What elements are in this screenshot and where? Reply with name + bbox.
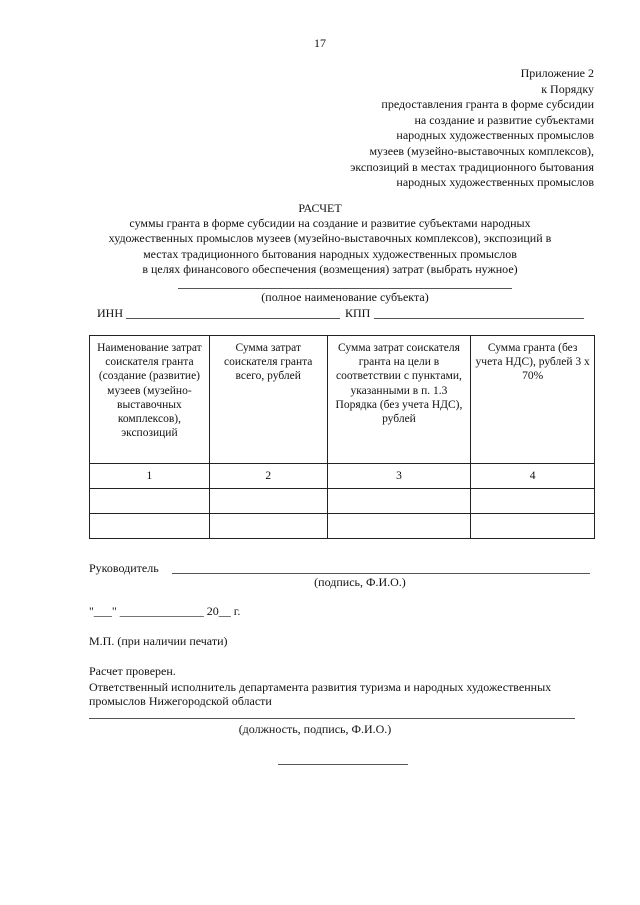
subtitle-line: художественных промыслов музеев (музейно-выставочных комплексов), экспозиций в [108, 231, 552, 246]
table-header-cell: Сумма затрат соискателя гранта всего, рублей [209, 336, 327, 464]
inn-field[interactable] [126, 318, 340, 319]
appendix-line: музеев (музейно-выставочных комплексов), [369, 143, 594, 158]
subtitle-line: в целях финансового обеспечения (возмещения) затрат (выбрать нужное) [142, 262, 518, 277]
document-title: РАСЧЕТ [298, 201, 342, 215]
inn-label: ИНН [97, 306, 123, 320]
table-cell[interactable] [209, 489, 327, 514]
table-row [90, 489, 595, 514]
table-number-cell: 2 [209, 464, 327, 489]
signature-caption: (подпись, Ф.И.О.) [314, 575, 406, 589]
table-number-cell: 4 [471, 464, 595, 489]
table-number-row [90, 464, 595, 489]
document-subtitle [60, 216, 600, 278]
table-cell[interactable] [327, 489, 471, 514]
calculation-table [89, 335, 595, 539]
kpp-label: КПП [345, 306, 371, 320]
appendix-line: к Порядку [541, 81, 594, 96]
appendix-block [350, 66, 594, 191]
subject-caption: (полное наименование субъекта) [261, 290, 429, 304]
table-cell[interactable] [90, 489, 210, 514]
table-header-cell: Сумма гранта (без учета НДС), рублей 3 х 70% [471, 336, 595, 464]
table-number-cell: 3 [327, 464, 471, 489]
table-header-cell: Сумма затрат соискателя гранта на цели в соответствии с пунктами, указанными в п. 1.3 Порядка (без учета НДС), рублей [327, 336, 471, 464]
position-signature-line[interactable] [89, 718, 575, 719]
table-cell[interactable] [471, 489, 595, 514]
checked-note: Расчет проверен. [89, 664, 176, 678]
table-header-cell: Наименование затрат соискателя гранта (создание (развитие) музеев (музейно-выставочных комплексов), экспозиций [90, 336, 210, 464]
stamp-note: М.П. (при наличии печати) [89, 634, 228, 648]
table-number-cell: 1 [90, 464, 210, 489]
page-number: 17 [314, 36, 326, 50]
table-cell[interactable] [209, 514, 327, 539]
appendix-line: на создание и развитие субъектами [414, 112, 594, 127]
table-header-row [90, 336, 595, 464]
table-cell[interactable] [90, 514, 210, 539]
subtitle-line: суммы гранта в форме субсидии на создание и развитие субъектами народных [129, 216, 531, 230]
appendix-line: народных художественных промыслов [396, 128, 594, 143]
table-row [90, 514, 595, 539]
table-cell[interactable] [327, 514, 471, 539]
manager-signature-line[interactable] [172, 573, 590, 574]
divider-line [278, 764, 408, 765]
kpp-field[interactable] [374, 318, 584, 319]
executor-line: Ответственный исполнитель департамента развития туризма и народных художественных [89, 680, 552, 694]
position-caption: (должность, подпись, Ф.И.О.) [238, 722, 392, 736]
appendix-line: народных художественных промыслов [396, 175, 594, 190]
appendix-line: предоставления гранта в форме субсидии [381, 97, 594, 112]
appendix-line: Приложение 2 [520, 66, 594, 80]
manager-label: Руководитель [89, 561, 159, 575]
executor-line: промыслов Нижегородской области [89, 694, 272, 708]
appendix-line: экспозиций в местах традиционного бытования [350, 159, 594, 174]
date-line: "___" ______________ 20__ г. [89, 604, 241, 618]
subject-name-line[interactable] [178, 288, 512, 289]
subtitle-line: местах традиционного бытования народных художественных промыслов [143, 246, 517, 261]
table-cell[interactable] [471, 514, 595, 539]
